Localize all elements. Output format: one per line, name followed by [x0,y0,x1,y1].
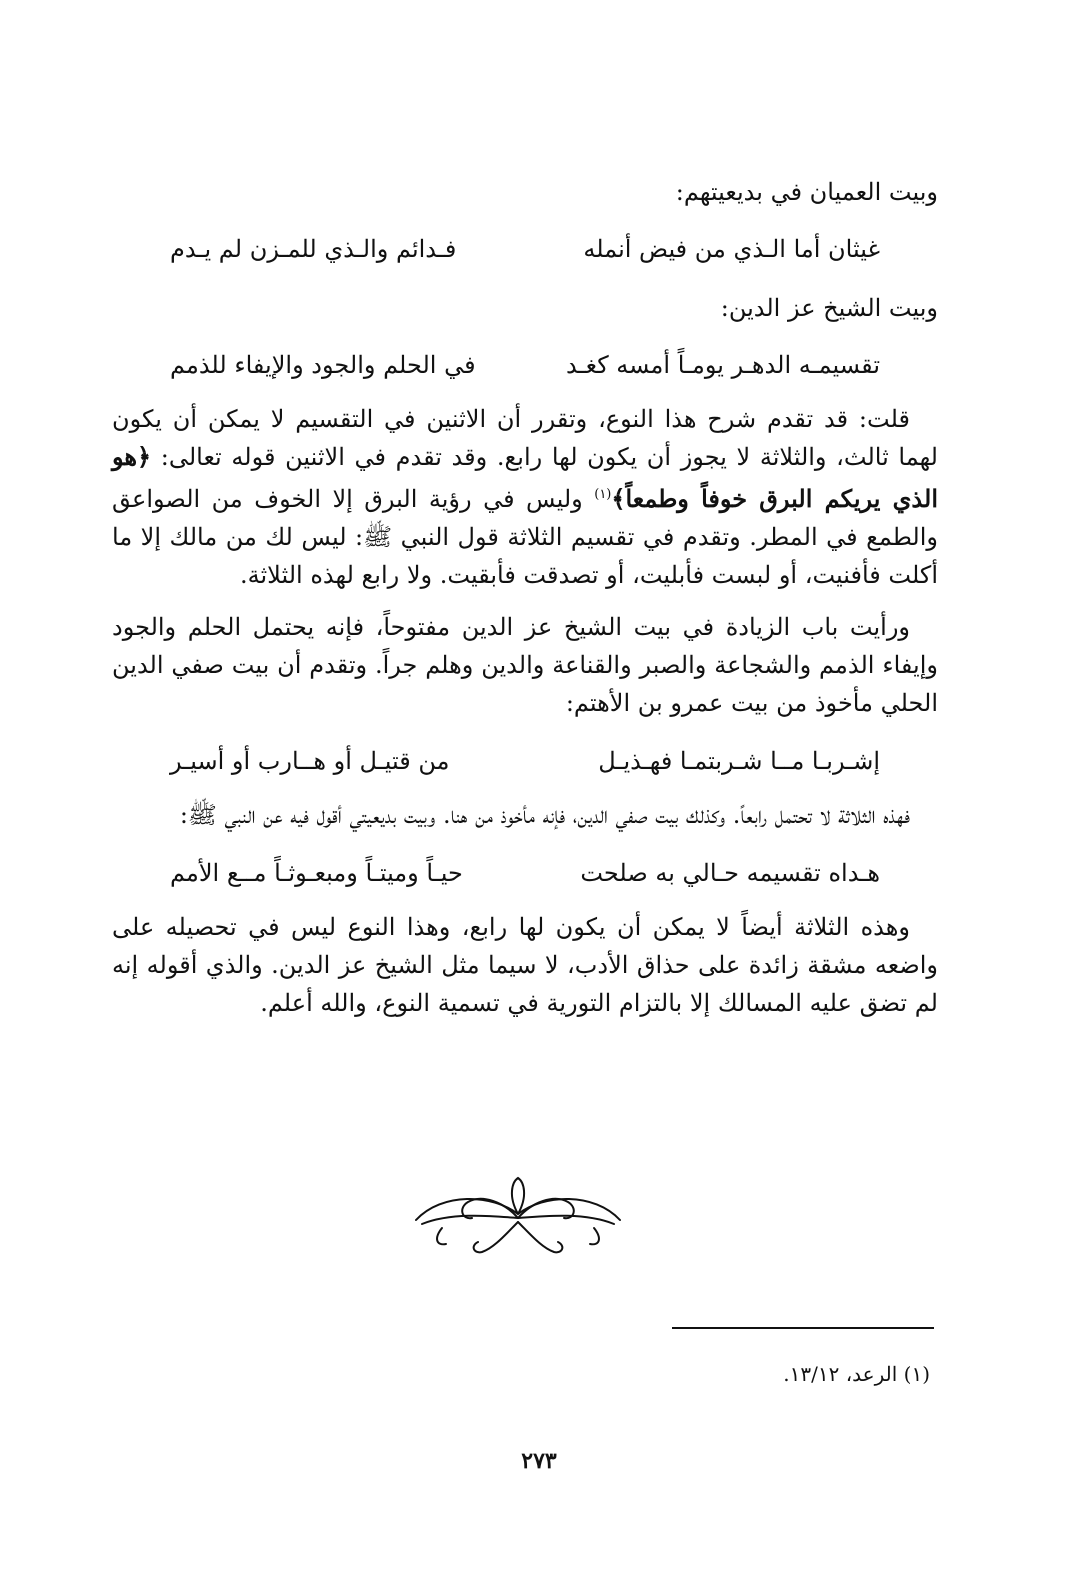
paragraph-1-part-1: قلت: قد تقدم شرح هذا النوع، وتقرر أن الاثنين في التقسيم لا يمكن أن يكون لهما ثالث، والثلاثة لا يجوز أن يكون لها رابع. وقد تقدم في الاثنين قوله تعالى: [112,405,938,471]
paragraph-2: ورأيت باب الزيادة في بيت الشيخ عز الدين مفتوحاً، فإنه يحتمل الحلم والجود وإيفاء الذمم والشجاعة والصبر والقناعة والدين وهلم جراً. وتقدم أن بيت صفي الدين الحلي مأخوذ من بيت عمرو بن الأهتم: [112,613,938,717]
ornament-icon [412,1172,624,1262]
paragraph-1-part-2: وليس في رؤية البرق إلا الخوف من الصواعق والطمع في المطر. وتقدم في تقسيم الثلاثة قول النبي ﷺ: ليس لك من مالك إلا ما أكلت فأفنيت، أو لبست فأبليت، أو تصدقت فأبقيت. ولا رابع لهذه الثلاثة. [112,485,938,589]
verse-4-right-hemistich: هـداه تقسيمه حـالي به صلحت [580,859,880,887]
verse-3-left-hemistich: من قتيـل أو هــارب أو أسيـر [170,747,450,775]
page-number: ٢٧٣ [521,1448,557,1474]
verse-1 [112,224,938,274]
verse-4 [112,848,938,898]
verse-3 [112,736,938,786]
intro-line-1: وبيت العميان في بديعيتهم: [675,178,938,206]
paragraph-4: وهذه الثلاثة أيضاً لا يمكن أن يكون لها رابع، وهذا النوع ليس في تحصيله على واضعه مشقة زائدة على حذاق الأدب، لا سيما مثل الشيخ عز الدين. والذي أقوله إنه لم تضق عليه المسالك إلا بالتزام التورية في تسمية النوع، والله أعلم. [112,913,938,1017]
footnote-divider [672,1327,934,1329]
verse-1-left-hemistich: فـدائم والـذي للمـزن لم يـدم [170,235,457,263]
intro-line-2: وبيت الشيخ عز الدين: [720,294,938,322]
verse-4-left-hemistich: حيـاً وميتـاً ومبعـوثـاً مــع الأمم [170,859,463,887]
quran-quote: ﴿هو الذي يريكم البرق خوفاً وطمعاً﴾ [112,442,938,513]
verse-2 [112,340,938,390]
verse-2-left-hemistich: في الحلم والجود والإيفاء للذمم [170,351,476,379]
footnote-text: (١) الرعد، ١٣/١٢. [783,1362,930,1386]
paragraph-3: فهذه الثلاثة لا تحتمل رابعاً. وكذلك بيت صفي الدين، فإنه مأخوذ من هنا. وبيت بديعيتي أقول فيه عن النبي ﷺ: [179,801,910,829]
verse-3-right-hemistich: إشـربـا مــا شـربتمـا فهـذيـل [598,747,880,775]
verse-1-right-hemistich: غيثان أما الـذي من فيض أنمله [583,235,880,263]
page-body [112,168,938,1036]
footnote-marker: (١) [594,487,612,502]
paragraph-1 [112,400,938,594]
verse-2-right-hemistich: تقسيمـه الدهـر يومـاً أمسه كغـد [566,351,880,379]
